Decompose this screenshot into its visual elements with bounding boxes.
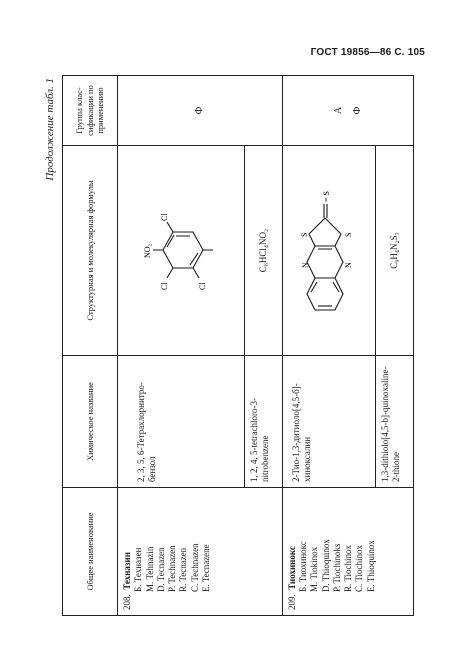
synonym: P. Technazen <box>167 545 177 592</box>
column-header-chemical-name: Химическое название <box>63 356 118 488</box>
table-caption: Продолжение табл. 1 <box>44 78 56 181</box>
molecular-formula: C₉H₄N₂S₃ <box>388 232 399 269</box>
synonym: Б. Тиохинокс <box>298 541 309 592</box>
synonym: R. Tiochinox <box>343 544 354 592</box>
chemical-name-en-cell <box>375 356 413 488</box>
column-header-classification: Группа клас-сификации по применению <box>63 76 118 146</box>
chemical-name-en: 1,3-dithiolo[4,5-b]-quinoxaline-2-thione <box>379 366 402 482</box>
synonym: D. Tecnazen <box>155 547 166 592</box>
synonym: М. Tiokinox <box>309 546 320 592</box>
sulfur-label: S <box>299 233 309 238</box>
common-name-cell <box>282 488 413 616</box>
molecular-formula-cell <box>375 146 413 356</box>
synonym: М. Tehnazin <box>144 546 155 592</box>
tecnazene-structure <box>137 191 225 311</box>
pesticide-table <box>62 75 414 616</box>
table-row <box>118 76 245 616</box>
column-header-common-name: Общее наименование <box>63 488 118 616</box>
classification-cell <box>118 76 283 146</box>
chemical-name-ru: 2, 3, 5, 6-Тетрахлорнитро-бензол <box>136 382 158 482</box>
synonym: D. Thioquinox <box>320 539 331 592</box>
common-name-cell <box>118 488 283 616</box>
synonym: C. Technazen <box>189 543 200 592</box>
thioquinox-structure <box>299 161 359 341</box>
column-header-formula: Структурная и молекулярная формулы <box>63 146 118 356</box>
molecular-formula-cell <box>244 146 282 356</box>
table-header-row <box>63 76 118 616</box>
molecular-formula: C₆HCl₄NO₂ <box>257 228 268 273</box>
page-header: ГОСТ 19856—86 С. 105 <box>310 47 425 58</box>
chloro-label: Cl <box>159 213 169 222</box>
classification-value: Ф <box>194 106 206 115</box>
chloro-label: Cl <box>159 282 169 291</box>
synonym: C. Tiochinox <box>354 544 365 592</box>
nitro-label: NO₂ <box>142 244 152 259</box>
chemical-name-ru-cell <box>118 356 245 488</box>
nitrogen-label: N <box>300 262 310 269</box>
structure-cell <box>282 146 375 356</box>
entry-title: Тиохинокс <box>286 546 297 590</box>
thione-label: = S <box>321 191 331 203</box>
entry-number: 208. <box>122 594 132 610</box>
classification-cell <box>282 76 413 146</box>
synonym: Б. Техназен <box>133 547 144 592</box>
classification-value: Ф <box>351 106 363 115</box>
chemical-name-ru: 2-Тио-1,3-дитиоло[4,5-б]-хиноксалин <box>290 383 313 482</box>
chemical-name-en-cell <box>244 356 282 488</box>
synonym: E. Tecnazene <box>200 544 211 592</box>
entry-number: 209. <box>286 594 297 610</box>
chemical-name-ru-cell <box>282 356 375 488</box>
rotated-table-area <box>44 76 416 616</box>
sulfur-label: S <box>343 233 353 238</box>
chemical-name-en: 1, 2, 4, 5-tetrachloro-3-nitrobenzene <box>248 398 271 482</box>
chloro-label: Cl <box>197 282 207 291</box>
synonym: P. Tiochinoks <box>331 543 342 592</box>
synonym: E. Thioquinox <box>365 540 376 592</box>
classification-value: А <box>332 106 344 115</box>
entry-title: Техназин <box>122 552 132 590</box>
nitrogen-label: N <box>343 262 353 269</box>
synonym: R. Tecnazen <box>178 547 189 592</box>
table-row <box>282 76 375 616</box>
structure-cell <box>118 146 245 356</box>
